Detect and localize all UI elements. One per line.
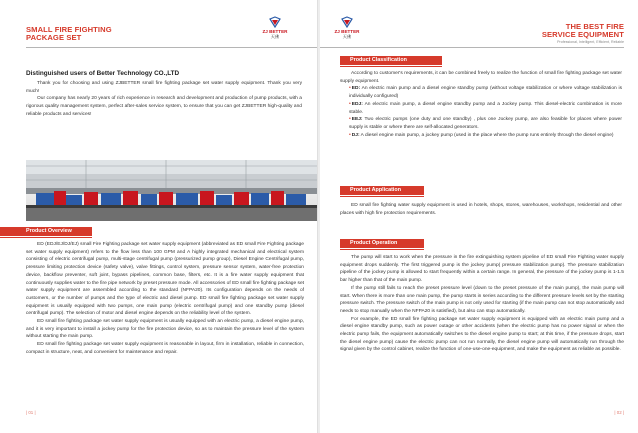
- section-title-overview: Product Overview: [0, 227, 92, 236]
- application-text: [340, 202, 622, 217]
- brand-title-line2: SERVICE EQUIPMENT: [541, 30, 624, 40]
- header-rule: [26, 47, 318, 48]
- bullet-icon: •: [349, 131, 351, 138]
- bullet-icon: •: [349, 85, 351, 92]
- section-title-operation: Product Operation: [340, 239, 424, 248]
- zjbetter-logo-icon: [340, 16, 354, 28]
- item-text: Two electric pumps (one duty and one standby) , plus one Jockey pump, are also feasible for places where power supply is stable or where there are self-allocated generators.: [349, 117, 622, 130]
- section-title-classification: Product Classification: [340, 56, 442, 65]
- logo-name: ZJ BETTER: [334, 29, 360, 34]
- company-logo-left: [262, 16, 288, 39]
- classification-item: [340, 132, 622, 140]
- operation-paragraph: For example, the ED small fire fighting package set water supply equipment is equipped with an electric main pump and a diesel engine standby pump, such as power outage or other accidents (when the electric pump has no power signal or when the electric pump fails, the equipment automatically switches to the diesel engine pump to start; at this time, if the pressure drops, start the diesel engine pump) cause the electric pump can not run normally, the diesel engine pump will automatically run through the signal given by the control cabinet, realize the function of one-use-one-equipment, and make the equipment as reliable as possible.: [340, 316, 624, 353]
- classification-item: [340, 85, 622, 100]
- item-text: An electric main pump, a diesel engine standby pump and a Jockey pump. This diesel-electric combination is more stable.: [349, 101, 622, 115]
- operation-paragraph: The pump will start to work when the pressure in the fire extinguishing system pipeline of ED small Fire Fighting water supply equipment drops suddenly. The first triggered pump is the jockey pump( pressure stabilization pump). The pressure stabilization pipeline of the jockey pump is allowed to start frequently within a certain range. In general, the pressure of the jockey pump is 1-1.5 bar higher than that of the main pump.: [340, 255, 624, 284]
- page-left: [0, 0, 318, 433]
- intro-paragraph: Our company has nearly 20 years of rich experience in research and development and production of pump products, with a rigorous quality management system, perfect after-sales service system, to ensure that you can get ZJBETTER high-quality and reliable products and services!: [26, 96, 302, 117]
- page-right: [320, 0, 638, 433]
- operation-paragraph: If the pump still fails to reach the preset pressure level (down to the preset pressure of the main pump), the main pump will start. When there is more than one main pump, the pump starts in series according to the different pressure levels set by the starting pressure switch. The pressure switch of the main pump is not only used for starting (if the main pump can not stop automatically and needs to stop manually when the NFPA20 is satisfied), but also can stop automatically.: [340, 285, 624, 314]
- company-logo-right: [334, 16, 360, 39]
- classification-text: [340, 70, 622, 139]
- tagline: Professional, Intelligent, Efficient, Reliable: [557, 40, 624, 44]
- item-code: DJ:: [351, 132, 360, 138]
- header-rule: [320, 47, 624, 48]
- brand-title-line1: THE BEST FIRE: [565, 22, 624, 31]
- classification-intro: According to customer's requirements, it can be combined freely to realize the function of small fire fighting package set water supply equipment.: [340, 71, 622, 84]
- page-number: | 02 |: [614, 410, 624, 415]
- page-heading: Distinguished users of Better Technology CO.,LTD: [26, 70, 180, 77]
- page-number: | 01 |: [26, 410, 36, 415]
- classification-item: [340, 116, 622, 131]
- item-code: EEJ:: [351, 117, 363, 123]
- operation-text: [340, 254, 624, 354]
- brand-title-line2: PACKAGE SET: [26, 33, 82, 43]
- section-title-application: Product Application: [340, 186, 424, 195]
- overview-paragraph: ED (EDJ/EJ/DJ/EJ) small Fire Fighting package set water supply equipment (abbreviated as ED small Fire Fighting package set water supply equipment) refers to the flow less than 100 GPM and A highly integrated mechanical and electrical system consisting of electric centrifugal pump, multi-stage centrifugal pump (pressurized pump group), Diesel Engine Centrifugal pump, pressure limiting protection device (safety valve), valve fittings, control system, pressure sensor system, water-free protection device, backflow preventer, soft joint, bypass pipelines, common base, filters, etc. It is a fire water supply equipment that continuously supplies water to the fire pipe network by preset pressure mode. All accessories of ED small fire fighting package set water supply equipment are assembled according to the standard (NFPA20). Its configuration depends on the needs of customers, or the number of pumps and the type of electric and diesel pump. ED small fire fighting package set water supply equipment is usually equipped with two pumps, one main pump (electric centrifugal pump) and one standby pump (diesel centrifugal pump). The selection of motor and diesel engine depends on the reliability level of the system.: [26, 242, 304, 317]
- logo-name: ZJ BETTER: [262, 29, 288, 34]
- brand-title-line1: SMALL FIRE FIGHTING: [26, 25, 112, 34]
- intro-paragraph: Thank you for choosing and using ZJBETTER small fire fighting package set water supply equipment. Thank you very much!: [26, 81, 302, 94]
- logo-chinese-name: 天佛: [270, 34, 280, 39]
- brand-title-right: [542, 23, 624, 40]
- item-text: An electric main pump and a diesel engine standby pump (without voltage stabilization or where voltage stabilization is individually configured): [349, 86, 622, 100]
- classification-item: [340, 101, 622, 116]
- zjbetter-logo-icon: [268, 16, 282, 28]
- overview-paragraph: ED small fire fighting package set water supply equipment is usually equipped with an electric pump, a diesel engine pump, and it is very important to install a jockey pump for the fire protection device, so as to maintain the pressure level of the system without starting the main pump.: [26, 319, 304, 340]
- bullet-icon: •: [349, 116, 351, 123]
- item-text: A diesel engine main pump, a jockey pump (used in the place where the pump runs entirely through the diesel engine): [360, 132, 614, 138]
- logo-chinese-name: 天佛: [342, 34, 352, 39]
- factory-photo: [26, 160, 318, 221]
- brand-title-left: [26, 26, 112, 43]
- application-paragraph: ED small fire fighting water supply equipment is used in hotels, shops, stores, warehouses, workshops, residential and other places with high fire protection requirements.: [340, 203, 622, 216]
- bullet-icon: •: [349, 100, 351, 107]
- item-code: ED:: [351, 86, 361, 92]
- item-code: EDJ:: [351, 101, 363, 107]
- overview-text: [26, 241, 304, 357]
- intro-text: [26, 80, 302, 119]
- overview-paragraph: ED small fire fighting package set water supply equipment is reasonable in layout, firm in installation, reliable in connection, compact in structure, neat, and convenient for maintenance and repair.: [26, 342, 304, 355]
- factory-image: [26, 160, 318, 221]
